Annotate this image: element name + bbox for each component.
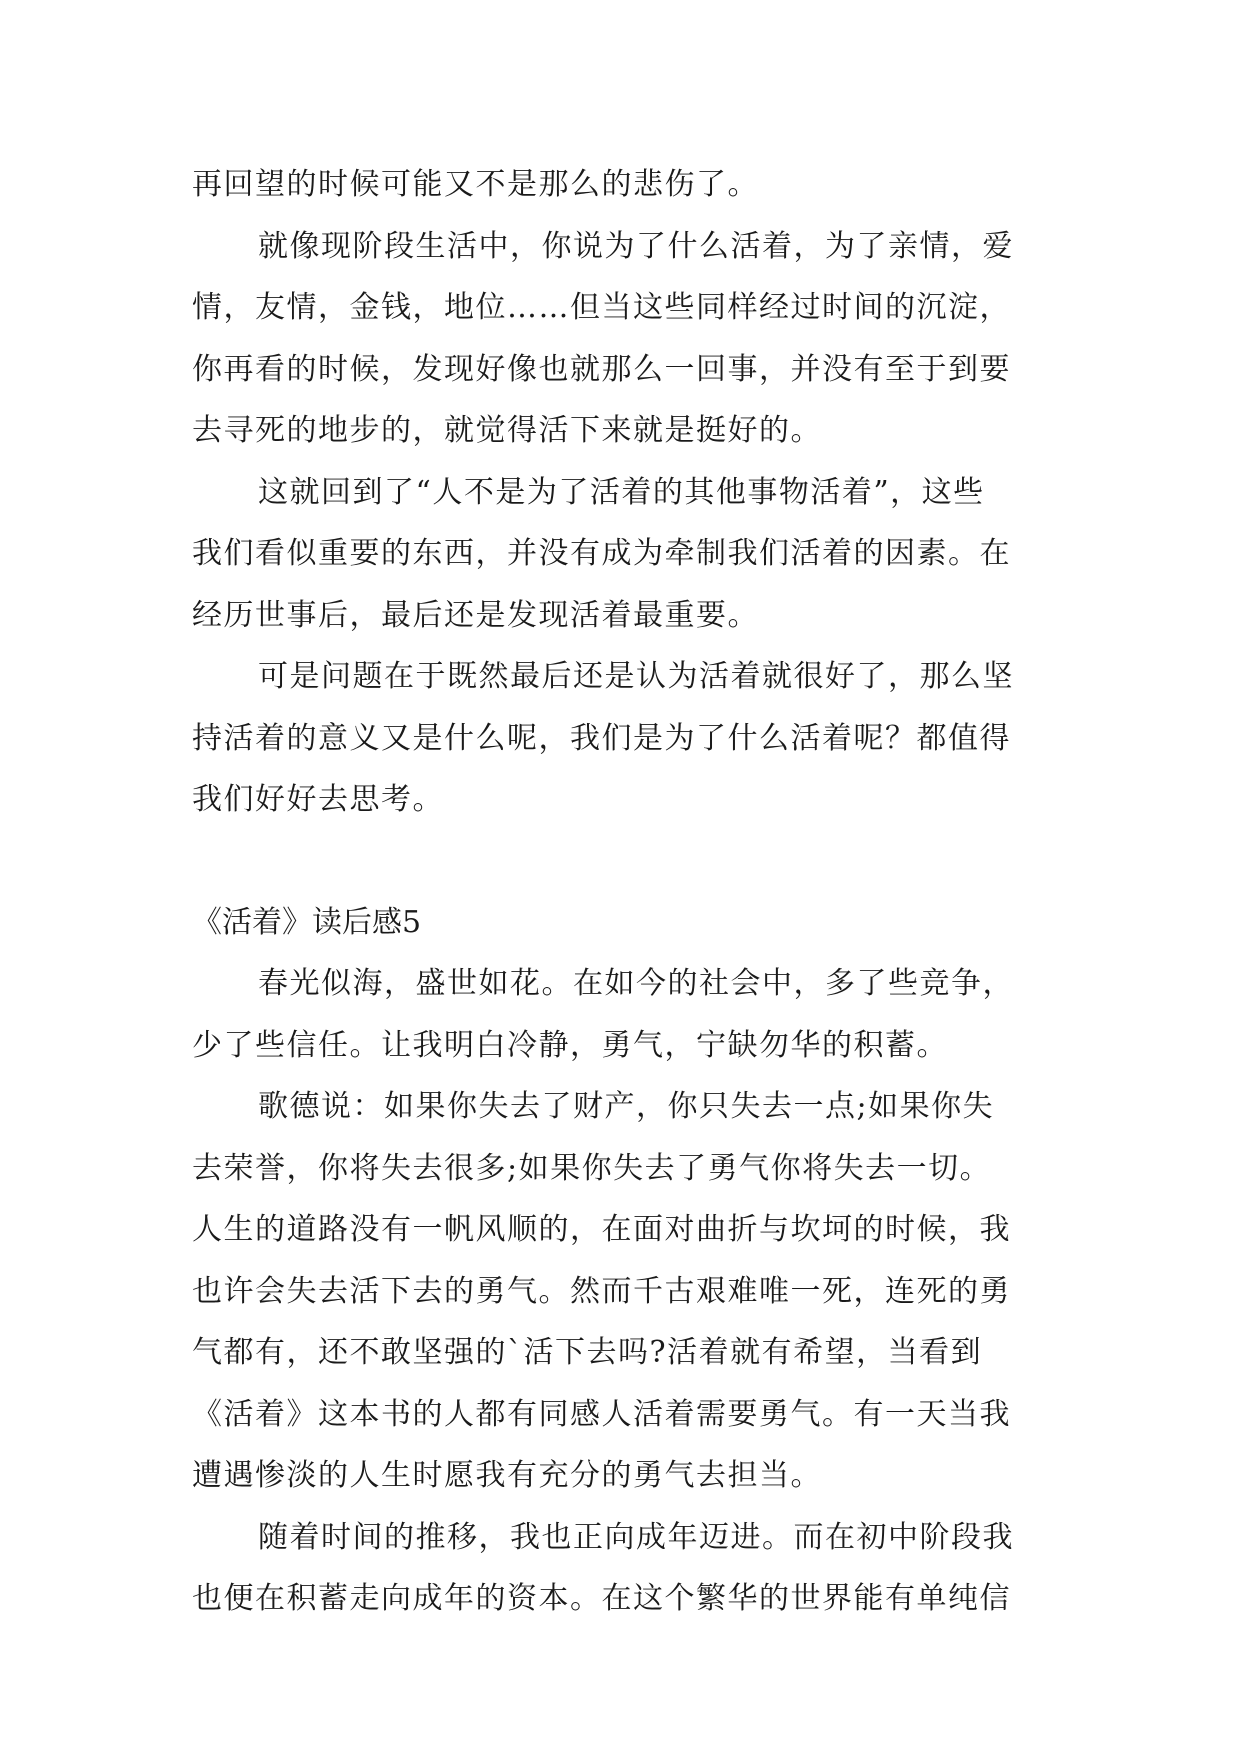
text-line: 经历世事后，最后还是发现活着最重要。	[192, 597, 759, 633]
text-line: 歌德说：如果你失去了财产，你只失去一点;如果你失	[258, 1089, 995, 1124]
essay-section-2	[192, 892, 1065, 1630]
text-line: 就像现阶段生活中，你说为了什么活着，为了亲情，爱	[258, 228, 1014, 264]
text-line: 我们好好去思考。	[192, 782, 444, 817]
essay-section-1	[192, 154, 1065, 831]
text-line: 气都有，还不敢坚强的`活下去吗?活着就有希望，当看到	[192, 1335, 983, 1370]
text-line: 遭遇惨淡的人生时愿我有充分的勇气去担当。	[192, 1458, 822, 1493]
text-line: 也许会失去活下去的勇气。然而千古艰难唯一死，连死的勇	[192, 1273, 1011, 1309]
text-line: 这就回到了“人不是为了活着的其他事物活着”，这些	[258, 474, 985, 510]
text-line: 也便在积蓄走向成年的资本。在这个繁华的世界能有单纯信	[192, 1581, 1011, 1616]
text-line: 去荣誉，你将失去很多;如果你失去了勇气你将失去一切。	[192, 1150, 992, 1186]
text-line: 再回望的时候可能又不是那么的悲伤了。	[192, 167, 759, 202]
text-line: 去寻死的地步的，就觉得活下来就是挺好的。	[192, 413, 822, 448]
section-heading: 《活着》读后感5	[192, 904, 422, 940]
text-line: 少了些信任。让我明白冷静，勇气，宁缺勿华的积蓄。	[192, 1027, 948, 1063]
text-line: 可是问题在于既然最后还是认为活着就很好了，那么坚	[258, 659, 1014, 694]
text-line: 持活着的意义又是什么呢，我们是为了什么活着呢？都值得	[192, 720, 1011, 756]
text-line: 人生的道路没有一帆风顺的，在面对曲折与坎坷的时候，我	[192, 1212, 1011, 1247]
text-line: 春光似海，盛世如花。在如今的社会中，多了些竞争，	[258, 966, 1014, 1001]
text-line: 《活着》这本书的人都有同感人活着需要勇气。有一天当我	[192, 1396, 1011, 1432]
text-line: 你再看的时候，发现好像也就那么一回事，并没有至于到要	[192, 351, 1011, 387]
text-line: 情，友情，金钱，地位……但当这些同样经过时间的沉淀，	[192, 290, 1011, 325]
text-line: 随着时间的推移，我也正向成年迈进。而在初中阶段我	[258, 1519, 1014, 1555]
text-line: 我们看似重要的东西，并没有成为牵制我们活着的因素。在	[192, 536, 1011, 571]
